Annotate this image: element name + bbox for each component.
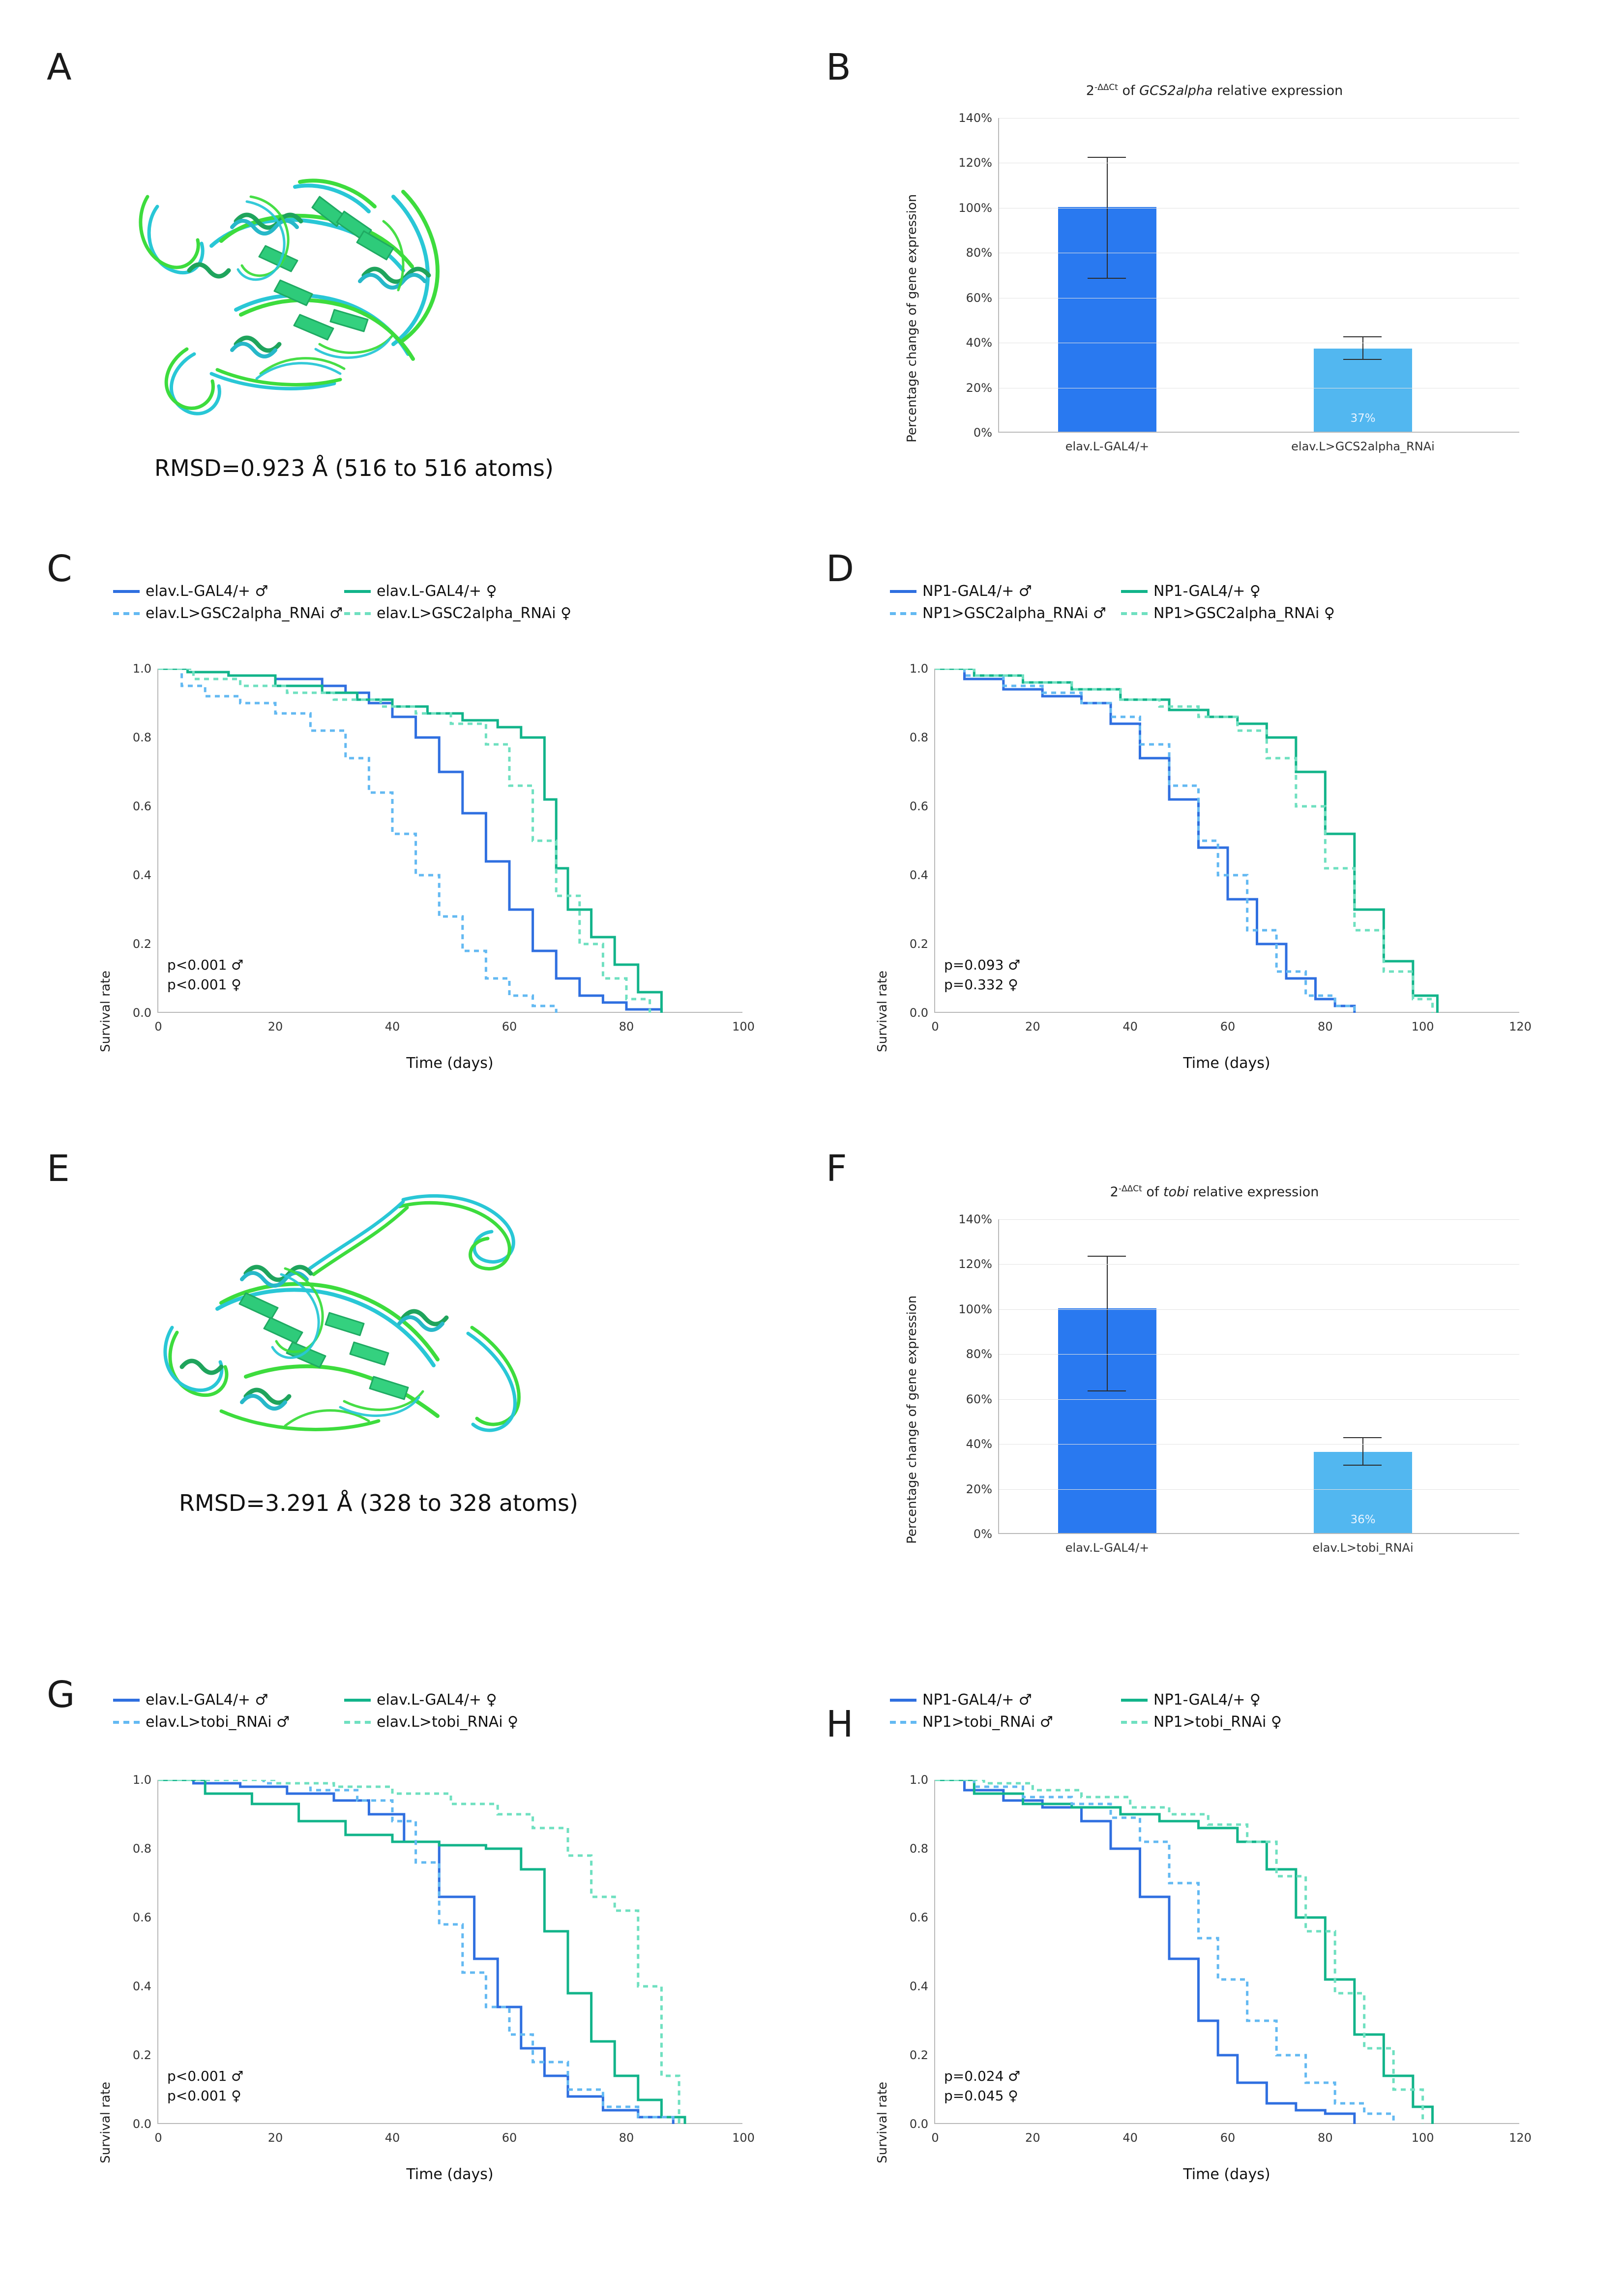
y-axis-tick: 140%	[958, 111, 992, 125]
legend-row	[890, 1713, 1470, 1731]
errorbar-1	[1362, 337, 1363, 360]
y-axis-tick: 1.0	[132, 662, 151, 676]
panel-d-chart	[836, 639, 1564, 1082]
y-axis-tick: 0.6	[909, 1911, 928, 1924]
panel-b-ylabel: Percentage change of gene expression	[905, 194, 919, 443]
panel-f-chart	[875, 1170, 1554, 1603]
y-axis-tick: 0.2	[909, 937, 928, 951]
panel-d-plot-area	[909, 662, 1532, 1033]
x-axis-tick: 100	[1411, 1020, 1434, 1033]
errorbar-f-cap-1-bottom	[1343, 1465, 1382, 1466]
panel-f-ylabel: Percentage change of gene expression	[905, 1295, 919, 1544]
panel-a-caption: RMSD=0.923 Å (516 to 516 atoms)	[154, 455, 554, 481]
legend-swatch-icon	[890, 590, 916, 593]
panel-g-chart	[59, 1750, 787, 2193]
legend-item	[890, 1713, 1121, 1731]
legend-swatch-icon	[890, 612, 916, 615]
panel-letter-b: B	[826, 46, 851, 89]
panel-b-chart	[875, 69, 1554, 502]
y-axis-tick: 140%	[958, 1212, 992, 1226]
panel-g-legend	[113, 1691, 693, 1736]
panel-g-plot-area	[132, 1773, 755, 2145]
x-axis-tick: 100	[732, 2131, 755, 2145]
legend-row	[113, 1713, 693, 1731]
panel-g-pvalues: p<0.001 ♂ p<0.001 ♀	[167, 2067, 244, 2104]
legend-row	[113, 1691, 693, 1709]
bar-elavl-gcs2alpha-rnai	[1314, 349, 1412, 432]
legend-swatch-icon	[113, 1699, 140, 1702]
legend-item	[344, 1691, 575, 1709]
legend-label: NP1>tobi_RNAi ♂	[922, 1713, 1053, 1731]
panel-h-chart	[836, 1750, 1564, 2193]
x-axis-tick: 80	[1318, 2131, 1333, 2145]
panel-letter-a: A	[47, 46, 72, 89]
legend-item	[344, 1713, 575, 1731]
legend-label: elav.L>GSC2alpha_RNAi ♂	[146, 605, 343, 622]
y-axis-tick: 0.2	[132, 937, 151, 951]
panel-letter-g: G	[47, 1674, 75, 1716]
legend-item	[890, 605, 1121, 622]
y-axis-tick: 0.0	[132, 2117, 151, 2131]
gridline	[999, 1489, 1519, 1490]
panel-b-plot-area	[958, 111, 1519, 453]
x-axis-tick: 80	[1318, 1020, 1333, 1033]
y-axis-tick: 80%	[966, 246, 992, 260]
panel-c-plot-area	[132, 662, 755, 1033]
x-axis-tick: 60	[502, 2131, 517, 2145]
legend-swatch-icon	[113, 590, 140, 593]
gridline	[999, 1309, 1519, 1310]
x-axis-tick: 0	[931, 1020, 939, 1033]
legend-swatch-icon	[113, 612, 140, 615]
legend-item	[113, 605, 344, 622]
y-axis-tick: 60%	[966, 1392, 992, 1406]
legend-item	[344, 583, 575, 600]
y-axis-tick: 0.2	[132, 2048, 151, 2062]
legend-label: NP1-GAL4/+ ♀	[1153, 583, 1261, 600]
legend-item	[113, 1713, 344, 1731]
panel-h-legend	[890, 1691, 1470, 1736]
y-axis-tick: 40%	[966, 336, 992, 350]
legend-label: NP1-GAL4/+ ♂	[922, 1691, 1032, 1709]
x-axis-tick: 40	[1122, 2131, 1138, 2145]
y-axis-tick: 0.8	[132, 1842, 151, 1856]
y-axis-tick: 0.4	[132, 1979, 151, 1993]
protein-structure-image-e	[98, 1170, 659, 1485]
x-axis-tick: elav.L>tobi_RNAi	[1312, 1541, 1414, 1555]
legend-item	[1121, 605, 1352, 622]
errorbar-f-cap-0-bottom	[1088, 1390, 1126, 1391]
y-axis-tick: 0.0	[909, 2117, 928, 2131]
legend-item	[113, 583, 344, 600]
y-axis-tick: 0.4	[132, 868, 151, 882]
errorbar-0	[1107, 158, 1108, 279]
x-axis-tick: 20	[1025, 1020, 1040, 1033]
bar-label-1: 37%	[1350, 412, 1376, 425]
panel-h-pvalues: p=0.024 ♂ p=0.045 ♀	[944, 2067, 1021, 2104]
panel-c-xlabel: Time (days)	[406, 1055, 494, 1072]
y-axis-tick: 1.0	[132, 1773, 151, 1787]
legend-label: NP1>GSC2alpha_RNAi ♂	[922, 605, 1106, 622]
legend-label: elav.L-GAL4/+ ♀	[377, 1691, 497, 1709]
legend-label: elav.L-GAL4/+ ♀	[377, 583, 497, 600]
gridline	[999, 1354, 1519, 1355]
x-axis-tick: elav.L-GAL4/+	[1065, 1541, 1150, 1555]
legend-label: NP1>tobi_RNAi ♀	[1153, 1713, 1282, 1731]
x-axis-tick: 60	[1220, 1020, 1236, 1033]
x-axis-tick: 100	[1411, 2131, 1434, 2145]
x-axis-tick: 120	[1509, 1020, 1532, 1033]
panel-c-pvalues: p<0.001 ♂ p<0.001 ♀	[167, 956, 244, 993]
errorbar-f-cap-0-top	[1088, 1256, 1126, 1257]
panel-e-caption: RMSD=3.291 Å (328 to 328 atoms)	[179, 1490, 578, 1516]
x-axis-tick: 0	[931, 2131, 939, 2145]
legend-swatch-icon	[113, 1721, 140, 1724]
legend-label: NP1-GAL4/+ ♀	[1153, 1691, 1261, 1709]
panel-d-legend	[890, 583, 1470, 627]
x-axis-tick: 20	[1025, 2131, 1040, 2145]
panel-letter-d: D	[826, 548, 854, 590]
errorbar-cap-1-top	[1343, 336, 1382, 337]
legend-label: elav.L>tobi_RNAi ♀	[377, 1713, 519, 1731]
legend-label: NP1>GSC2alpha_RNAi ♀	[1153, 605, 1335, 622]
legend-label: elav.L-GAL4/+ ♂	[146, 1691, 268, 1709]
legend-label: elav.L-GAL4/+ ♂	[146, 583, 268, 600]
panel-d-xlabel: Time (days)	[1183, 1055, 1270, 1072]
panel-d-ylabel: Survival rate	[875, 971, 890, 1052]
legend-item	[890, 1691, 1121, 1709]
protein-structure-image-a	[89, 98, 620, 477]
panel-g-ylabel: Survival rate	[98, 2082, 113, 2163]
legend-item	[1121, 1713, 1352, 1731]
y-axis-tick: 0.8	[909, 731, 928, 744]
gridline	[999, 1264, 1519, 1265]
x-axis-tick: 120	[1509, 2131, 1532, 2145]
x-axis-tick: 40	[384, 1020, 400, 1033]
bar-label-f-1: 36%	[1350, 1513, 1376, 1526]
legend-label: elav.L>GSC2alpha_RNAi ♀	[377, 605, 572, 622]
panel-c-legend	[113, 583, 693, 627]
panel-g-xlabel: Time (days)	[406, 2166, 494, 2183]
y-axis-tick: 1.0	[909, 1773, 928, 1787]
panel-h-ylabel: Survival rate	[875, 2082, 890, 2163]
legend-item	[113, 1691, 344, 1709]
errorbar-cap-0-bottom	[1088, 278, 1126, 279]
gridline	[999, 1399, 1519, 1400]
y-axis-tick: 0.6	[132, 1911, 151, 1924]
panel-h-plot-area	[909, 1773, 1532, 2145]
legend-item	[1121, 583, 1352, 600]
x-axis-tick: 0	[154, 2131, 162, 2145]
x-axis-tick: 40	[384, 2131, 400, 2145]
x-axis-tick: elav.L-GAL4/+	[1065, 440, 1150, 453]
panel-letter-c: C	[47, 548, 72, 590]
y-axis-tick: 0.6	[132, 799, 151, 813]
legend-swatch-icon	[344, 1721, 371, 1724]
errorbar-cap-1-bottom	[1343, 359, 1382, 360]
x-axis-tick: 0	[154, 1020, 162, 1033]
y-axis-tick: 80%	[966, 1347, 992, 1361]
x-axis-tick: 20	[267, 1020, 283, 1033]
panel-c-ylabel: Survival rate	[98, 971, 113, 1052]
legend-row	[890, 1691, 1470, 1709]
x-axis-tick: 80	[619, 1020, 634, 1033]
x-axis-tick: elav.L>GCS2alpha_RNAi	[1291, 440, 1435, 453]
x-axis-tick: 60	[1220, 2131, 1236, 2145]
legend-row	[113, 605, 693, 622]
panel-letter-e: E	[47, 1148, 70, 1190]
y-axis-tick: 0%	[973, 426, 992, 440]
y-axis-tick: 40%	[966, 1437, 992, 1451]
y-axis-tick: 120%	[958, 1257, 992, 1271]
gridline	[999, 1444, 1519, 1445]
legend-swatch-icon	[890, 1721, 916, 1724]
legend-swatch-icon	[1121, 1721, 1148, 1724]
panel-d-pvalues: p=0.093 ♂ p=0.332 ♀	[944, 956, 1021, 993]
y-axis-tick: 120%	[958, 156, 992, 170]
y-axis-tick: 100%	[958, 1302, 992, 1316]
y-axis-tick: 100%	[958, 201, 992, 215]
errorbar-f-1	[1362, 1438, 1363, 1466]
y-axis-tick: 1.0	[909, 662, 928, 676]
panel-letter-h: H	[826, 1703, 854, 1745]
y-axis-tick: 20%	[966, 1482, 992, 1496]
x-axis-tick: 100	[732, 1020, 755, 1033]
y-axis-tick: 0.0	[132, 1006, 151, 1020]
y-axis-tick: 0.8	[909, 1842, 928, 1856]
legend-swatch-icon	[344, 1699, 371, 1702]
legend-swatch-icon	[1121, 1699, 1148, 1702]
legend-swatch-icon	[344, 612, 371, 615]
x-axis-tick: 60	[502, 1020, 517, 1033]
legend-item	[890, 583, 1121, 600]
legend-item	[344, 605, 575, 622]
y-axis-tick: 0.4	[909, 868, 928, 882]
y-axis-tick: 0.4	[909, 1979, 928, 1993]
panel-f-plot-area	[958, 1212, 1519, 1555]
legend-swatch-icon	[1121, 612, 1148, 615]
panel-h-xlabel: Time (days)	[1183, 2166, 1270, 2183]
y-axis-tick: 0.2	[909, 2048, 928, 2062]
panel-b-title: $2^{-\Delta\Delta Ct}$ of GCS2alpha relative expression	[1086, 83, 1343, 98]
y-axis-tick: 0%	[973, 1527, 992, 1541]
panel-letter-f: F	[826, 1148, 847, 1190]
legend-label: elav.L>tobi_RNAi ♂	[146, 1713, 290, 1731]
panel-c-chart	[59, 639, 787, 1082]
legend-row	[890, 605, 1470, 622]
errorbar-cap-0-top	[1088, 157, 1126, 158]
legend-swatch-icon	[1121, 590, 1148, 593]
x-axis-tick: 80	[619, 2131, 634, 2145]
y-axis-tick: 0.0	[909, 1006, 928, 1020]
y-axis-tick: 0.8	[132, 731, 151, 744]
errorbar-f-cap-1-top	[1343, 1437, 1382, 1438]
legend-label: NP1-GAL4/+ ♂	[922, 583, 1032, 600]
legend-row	[113, 583, 693, 600]
y-axis-tick: 20%	[966, 381, 992, 395]
legend-item	[1121, 1691, 1352, 1709]
y-axis-tick: 60%	[966, 291, 992, 305]
x-axis-tick: 20	[267, 2131, 283, 2145]
legend-swatch-icon	[890, 1699, 916, 1702]
gridline	[999, 1219, 1519, 1220]
errorbar-f-0	[1107, 1257, 1108, 1391]
legend-row	[890, 583, 1470, 600]
panel-f-title: $2^{-\Delta\Delta Ct}$ of tobi relative expression	[1110, 1184, 1319, 1200]
legend-swatch-icon	[344, 590, 371, 593]
y-axis-tick: 0.6	[909, 799, 928, 813]
x-axis-tick: 40	[1122, 1020, 1138, 1033]
